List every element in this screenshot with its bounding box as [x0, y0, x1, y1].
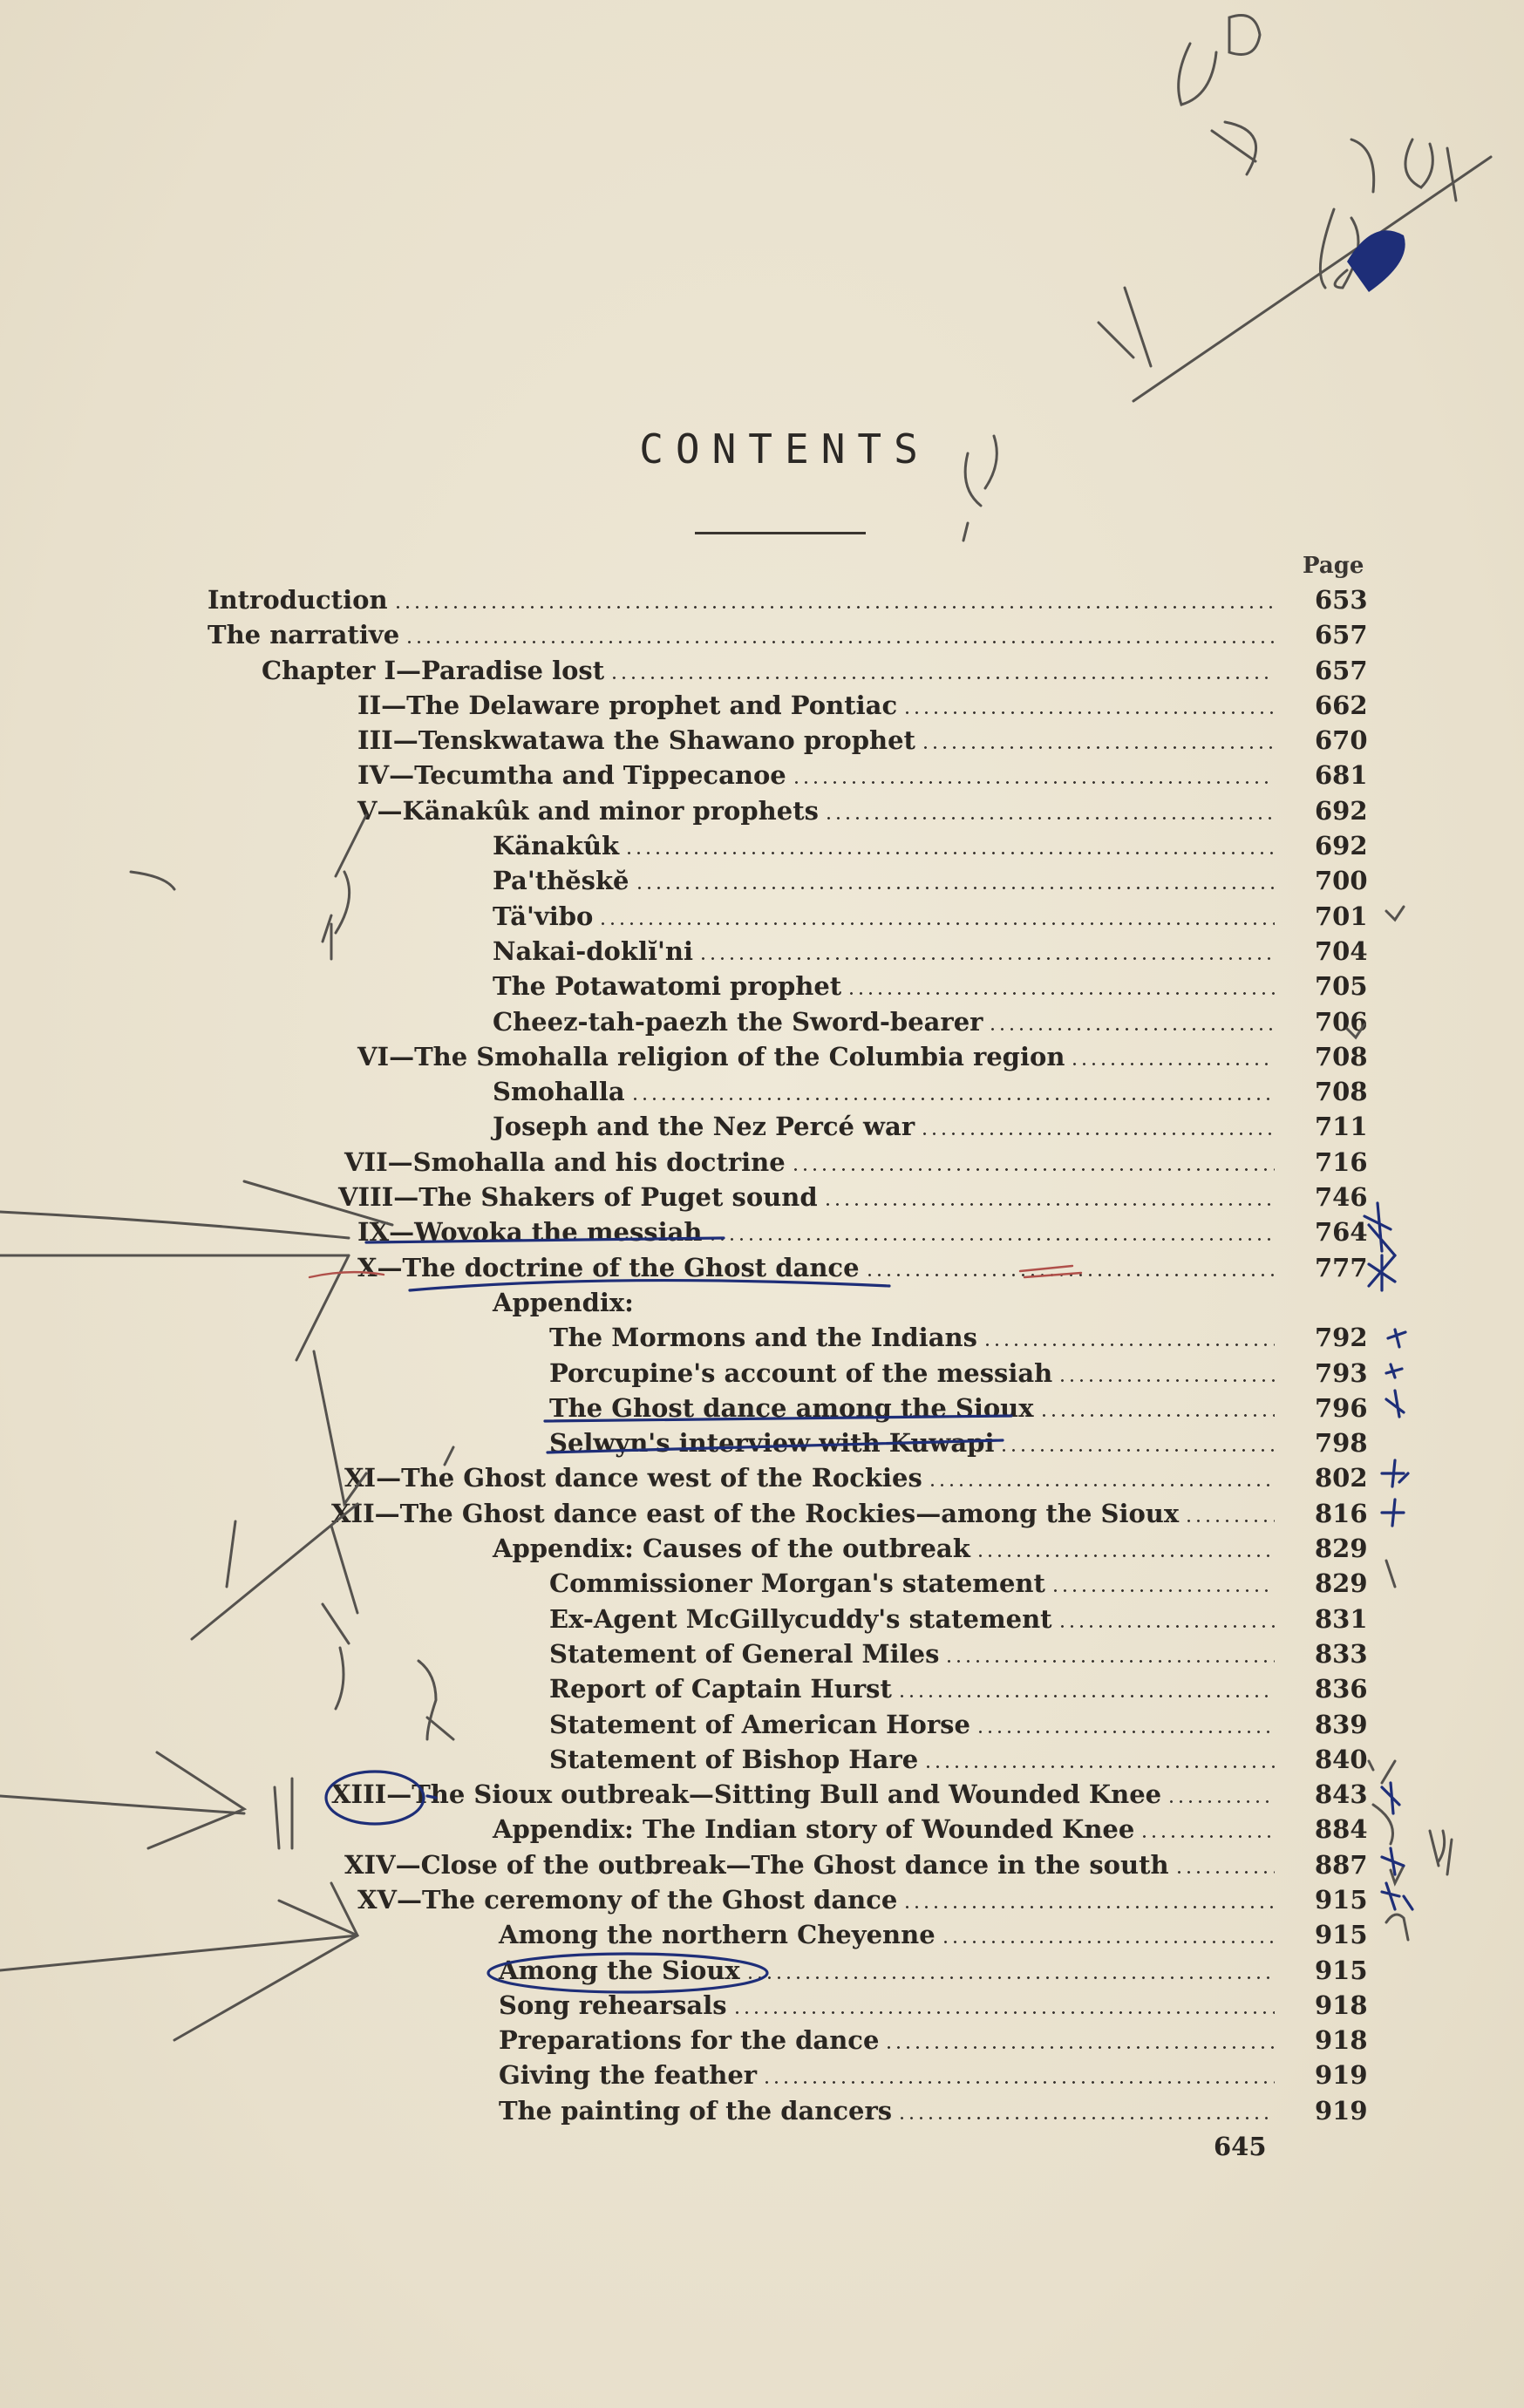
toc-entry-label: The Ghost dance among the Sioux: [549, 1392, 1034, 1423]
toc-entry: [0, 863, 1524, 898]
toc-entry-page: 915: [1315, 1884, 1368, 1915]
toc-entry: [0, 1074, 1524, 1109]
toc-entry-page: 829: [1315, 1534, 1368, 1564]
toc-entry: [0, 1320, 1524, 1355]
toc-entry-page: 701: [1315, 901, 1368, 931]
toc-entry-label: Report of Captain Hurst: [549, 1674, 892, 1704]
pencil-mark: [1405, 139, 1456, 201]
toc-entry: [0, 1391, 1524, 1425]
toc-entry-label: Commissioner Morgan's statement: [549, 1568, 1045, 1599]
dot-leader: [988, 1028, 1275, 1031]
toc-entry: [0, 1953, 1524, 1988]
toc-entry: [0, 1988, 1524, 2023]
dot-leader: [1058, 1625, 1275, 1628]
toc-entry: [0, 1707, 1524, 1742]
dot-leader: [847, 992, 1275, 995]
dot-leader: [921, 746, 1275, 749]
dot-leader: [1039, 1414, 1275, 1417]
toc-entry-page: 831: [1315, 1603, 1368, 1634]
toc-entry-page: 915: [1315, 1955, 1368, 1985]
toc-entry-label: Nakai-doklĭ'ni: [493, 935, 693, 966]
toc-entry-label: Preparations for the dance: [499, 2025, 880, 2056]
toc-entry-page: 657: [1315, 655, 1368, 685]
dot-leader: [732, 2011, 1275, 2014]
pencil-mark: [1133, 139, 1491, 401]
ink-blot: [1347, 230, 1405, 292]
toc-entry-page: 833: [1315, 1638, 1368, 1669]
toc-entry-label: Ex-Agent McGillycuddy's statement: [549, 1603, 1052, 1634]
toc-entry: [0, 653, 1524, 688]
toc-entry-page: 919: [1315, 2095, 1368, 2126]
toc-entry-label: Appendix:: [493, 1287, 634, 1317]
toc-entry-page: 708: [1315, 1077, 1368, 1107]
toc-entry-page: 887: [1315, 1849, 1368, 1880]
dot-leader: [609, 677, 1275, 679]
dot-leader: [884, 2046, 1275, 2049]
toc-entry: [0, 1180, 1524, 1214]
dot-leader: [902, 1906, 1275, 1908]
toc-entry: [0, 934, 1524, 969]
dot-leader: [920, 1133, 1275, 1135]
toc-entry-label: VI—The Smohalla religion of the Columbia region: [357, 1041, 1065, 1071]
toc-entry: [0, 1425, 1524, 1460]
toc-entry-label: Cheez-tah-paezh the Sword-bearer: [493, 1006, 983, 1037]
toc-entry-label: Porcupine's account of the messiah: [549, 1357, 1053, 1388]
toc-entry-label: Joseph and the Nez Percé war: [493, 1112, 915, 1142]
table-of-contents: [0, 582, 1524, 2128]
toc-entry: [0, 1250, 1524, 1285]
toc-entry: [0, 1847, 1524, 1882]
toc-entry: [0, 1145, 1524, 1180]
dot-leader: [1174, 1871, 1275, 1874]
toc-entry: [0, 1460, 1524, 1495]
toc-entry-page: 657: [1315, 620, 1368, 650]
toc-entry: [0, 828, 1524, 863]
toc-entry-label: Statement of Bishop Hare: [549, 1744, 919, 1774]
toc-entry-label: Among the northern Cheyenne: [499, 1920, 935, 1950]
toc-entry-label: Giving the feather: [499, 2060, 758, 2091]
pencil-mark: [1212, 122, 1256, 174]
toc-entry-label: The Mormons and the Indians: [549, 1323, 977, 1353]
toc-entry-label: Statement of American Horse: [549, 1709, 970, 1739]
toc-entry: [0, 2023, 1524, 2058]
dot-leader: [745, 1976, 1275, 1979]
toc-entry: [0, 758, 1524, 792]
toc-entry: [0, 793, 1524, 828]
toc-entry: [0, 1777, 1524, 1812]
toc-entry: [0, 1602, 1524, 1636]
dot-leader: [865, 1274, 1275, 1276]
dot-leader: [823, 1203, 1275, 1206]
toc-entry: [0, 582, 1524, 617]
page-folio: 645: [1214, 2132, 1267, 2161]
pencil-mark: [1179, 44, 1216, 105]
toc-entry: [0, 1566, 1524, 1601]
toc-entry: [0, 617, 1524, 652]
toc-entry-page: 796: [1315, 1392, 1368, 1423]
dot-leader: [1058, 1379, 1275, 1382]
dot-leader: [923, 1765, 1275, 1768]
toc-entry-page: 839: [1315, 1709, 1368, 1739]
toc-entry: [0, 1636, 1524, 1671]
dot-leader: [1167, 1800, 1275, 1803]
toc-entry-label: Appendix: Causes of the outbreak: [493, 1534, 970, 1564]
dot-leader: [708, 1238, 1276, 1241]
toc-entry-label: VIII—The Shakers of Puget sound: [338, 1182, 818, 1213]
toc-entry: [0, 1285, 1524, 1320]
toc-entry-page: 802: [1315, 1463, 1368, 1493]
pencil-mark: [1320, 209, 1358, 288]
toc-entry: [0, 1917, 1524, 1952]
page-column-label: Page: [1303, 553, 1364, 579]
toc-entry: [0, 1039, 1524, 1074]
toc-entry-page: 705: [1315, 971, 1368, 1002]
toc-entry-label: Appendix: The Indian story of Wounded Knee: [493, 1814, 1135, 1845]
toc-entry-label: Chapter I—Paradise lost: [262, 655, 605, 685]
dot-leader: [791, 1168, 1275, 1171]
dot-leader: [897, 2117, 1275, 2119]
heading-rule: [695, 532, 866, 534]
toc-entry-page: 692: [1315, 795, 1368, 826]
toc-entry: [0, 1004, 1524, 1039]
toc-entry-label: II—The Delaware prophet and Pontiac: [357, 690, 898, 720]
page-heading: CONTENTS: [639, 425, 930, 473]
toc-entry-page: 716: [1315, 1146, 1368, 1177]
toc-entry-page: 829: [1315, 1568, 1368, 1599]
dot-leader: [976, 1731, 1275, 1733]
toc-entry: [0, 969, 1524, 1003]
dot-leader: [1051, 1589, 1275, 1592]
toc-entry-label: X—The doctrine of the Ghost dance: [357, 1252, 860, 1282]
dot-leader: [393, 606, 1275, 609]
dot-leader: [1140, 1835, 1275, 1838]
toc-entry-label: Tä'vibo: [493, 901, 594, 931]
toc-entry-page: 918: [1315, 2025, 1368, 2056]
toc-entry-label: Statement of General Miles: [549, 1638, 940, 1669]
toc-entry: [0, 1531, 1524, 1566]
dot-leader: [1070, 1063, 1275, 1065]
toc-entry: [0, 2093, 1524, 2128]
dot-leader: [902, 711, 1275, 714]
toc-entry: [0, 723, 1524, 758]
pencil-mark: [1099, 288, 1151, 366]
toc-entry-page: 793: [1315, 1357, 1368, 1388]
dot-leader: [405, 641, 1275, 643]
toc-entry: [0, 1356, 1524, 1391]
toc-entry-page: 918: [1315, 1990, 1368, 2020]
toc-entry-page: 692: [1315, 831, 1368, 861]
toc-entry-page: 798: [1315, 1428, 1368, 1459]
toc-entry: [0, 1496, 1524, 1531]
toc-entry: [0, 1214, 1524, 1249]
toc-entry-page: 708: [1315, 1041, 1368, 1071]
toc-entry: [0, 1812, 1524, 1847]
toc-entry-page: 704: [1315, 935, 1368, 966]
dot-leader: [976, 1554, 1275, 1557]
toc-entry-label: XV—The ceremony of the Ghost dance: [357, 1884, 898, 1915]
toc-entry-label: IV—Tecumtha and Tippecanoe: [357, 760, 786, 791]
dot-leader: [630, 1098, 1275, 1100]
toc-entry: [0, 1742, 1524, 1777]
toc-entry-page: 700: [1315, 866, 1368, 896]
dot-leader: [624, 852, 1275, 854]
toc-entry: [0, 688, 1524, 723]
toc-entry-label: The painting of the dancers: [499, 2095, 893, 2126]
toc-entry: [0, 2058, 1524, 2092]
toc-entry-page: 670: [1315, 725, 1368, 756]
dot-leader: [944, 1660, 1275, 1663]
toc-entry-label: XI—The Ghost dance west of the Rockies: [344, 1463, 922, 1493]
toc-entry-page: 764: [1315, 1217, 1368, 1248]
toc-entry-label: Among the Sioux: [499, 1955, 740, 1985]
toc-entry-label: The Potawatomi prophet: [493, 971, 842, 1002]
toc-entry-page: 706: [1315, 1006, 1368, 1037]
pencil-mark: [1229, 16, 1260, 55]
toc-entry-label: Introduction: [208, 585, 388, 615]
toc-entry-label: Pa'thĕskĕ: [493, 866, 629, 896]
dot-leader: [635, 887, 1276, 889]
dot-leader: [1184, 1520, 1275, 1522]
toc-entry-page: 711: [1315, 1112, 1368, 1142]
toc-entry-page: 840: [1315, 1744, 1368, 1774]
toc-entry-label: The narrative: [208, 620, 400, 650]
toc-entry-label: IX—Wovoka the messiah: [357, 1217, 703, 1248]
toc-entry-page: 919: [1315, 2060, 1368, 2091]
toc-entry: [0, 1882, 1524, 1917]
dot-leader: [999, 1449, 1275, 1452]
dot-leader: [598, 922, 1275, 925]
toc-entry-page: 915: [1315, 1920, 1368, 1950]
dot-leader: [792, 781, 1275, 784]
dot-leader: [983, 1343, 1275, 1346]
toc-entry-label: Selwyn's interview with Kuwapi: [549, 1428, 995, 1459]
dot-leader: [897, 1695, 1275, 1697]
toc-entry-page: 843: [1315, 1779, 1368, 1810]
dot-leader: [824, 817, 1275, 820]
toc-entry: [0, 1109, 1524, 1144]
toc-entry-page: 653: [1315, 585, 1368, 615]
toc-entry-page: 681: [1315, 760, 1368, 791]
toc-entry-page: 816: [1315, 1498, 1368, 1528]
toc-entry-page: 836: [1315, 1674, 1368, 1704]
toc-entry-label: VII—Smohalla and his doctrine: [344, 1146, 786, 1177]
toc-entry-page: 777: [1315, 1252, 1368, 1282]
toc-entry-label: Känakûk: [493, 831, 620, 861]
dot-leader: [928, 1484, 1275, 1486]
toc-entry-page: 662: [1315, 690, 1368, 720]
toc-entry-label: XIV—Close of the outbreak—The Ghost dance in the south: [344, 1849, 1169, 1880]
dot-leader: [941, 1941, 1275, 1943]
dot-leader: [762, 2081, 1275, 2084]
toc-entry-page: 746: [1315, 1182, 1368, 1213]
dot-leader: [698, 957, 1275, 960]
toc-entry-page: 884: [1315, 1814, 1368, 1845]
toc-entry-label: XIII—The Sioux outbreak—Sitting Bull and Wounded Knee: [331, 1779, 1162, 1810]
toc-entry: [0, 1671, 1524, 1706]
toc-entry: [0, 899, 1524, 934]
toc-entry-label: Smohalla: [493, 1077, 625, 1107]
toc-entry-label: Song rehearsals: [499, 1990, 727, 2020]
toc-entry-label: V—Känakûk and minor prophets: [357, 795, 819, 826]
toc-entry-label: III—Tenskwatawa the Shawano prophet: [357, 725, 915, 756]
toc-entry-label: XII—The Ghost dance east of the Rockies—among the Sioux: [331, 1498, 1180, 1528]
toc-entry-page: 792: [1315, 1323, 1368, 1353]
